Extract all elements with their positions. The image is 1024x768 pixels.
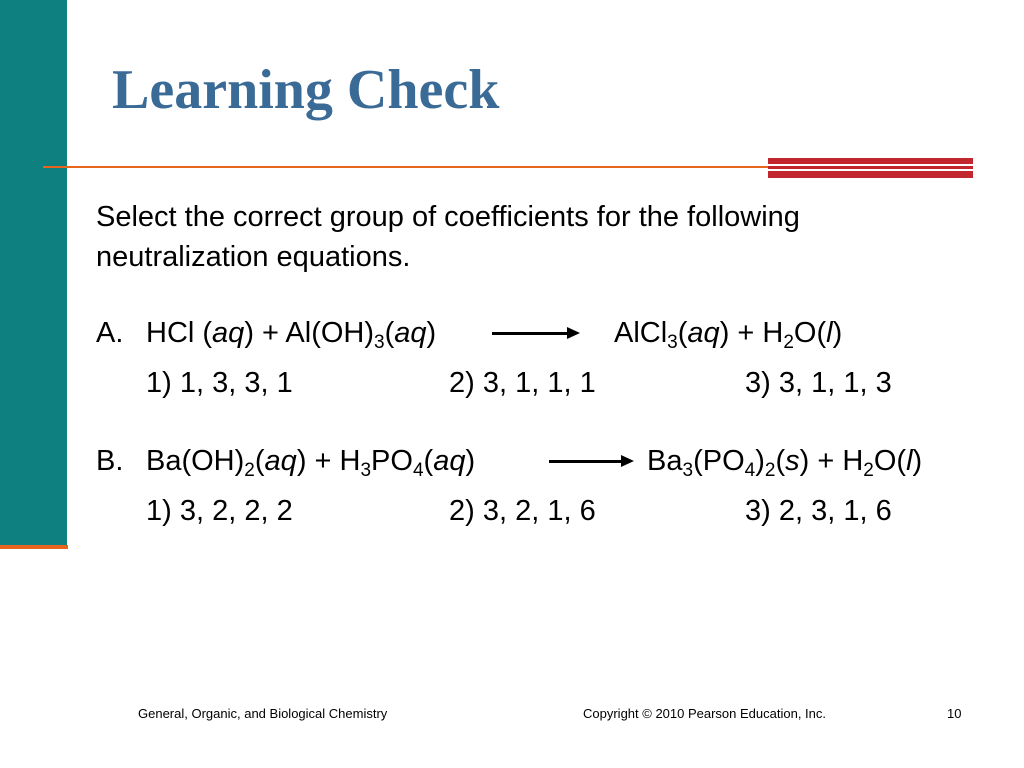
question-a-option-2: 2) 3, 1, 1, 1 (449, 367, 596, 399)
slide-title: Learning Check (112, 59, 500, 121)
equation-b-reactants: $Ba(OH)_2(aq) + H_3PO_4(aq)$ (146, 445, 476, 481)
question-b-option-1: 1) 3, 2, 2, 2 (146, 495, 293, 527)
footer-copyright: Copyright © 2010 Pearson Education, Inc. (583, 706, 827, 721)
instructions-line-1: Select the correct group of coefficients for the following (96, 201, 800, 233)
equation-a-reactants: HCl $(aq) + Al(OH)_3(aq)$ (146, 317, 437, 353)
red-stripe-decoration (768, 158, 973, 178)
question-b-label: B. (96, 445, 124, 477)
question-a-option-1: 1) 1, 3, 3, 1 (146, 367, 293, 399)
footer-course-title: General, Organic, and Biological Chemistry (138, 706, 388, 721)
teal-side-bar (0, 0, 67, 546)
question-a-label: A. (96, 317, 124, 349)
question-a-option-3: 3) 3, 1, 1, 3 (745, 367, 892, 399)
equation-a-products: AlCl$_3$(aq) + $H_2O(l)$ (614, 317, 843, 353)
orange-corner-line (0, 545, 68, 549)
reaction-arrow-b (549, 460, 622, 463)
equation-b-products: $Ba_3(PO_4)_2(s) + H_2O(l)$ (647, 445, 923, 481)
question-b-option-2: 2) 3, 2, 1, 6 (449, 495, 596, 527)
question-b-option-3: 3) 2, 3, 1, 6 (745, 495, 892, 527)
reaction-arrow-a (492, 332, 568, 335)
footer-page-number: 10 (947, 706, 962, 721)
instructions-text (96, 197, 976, 277)
title-divider (43, 166, 773, 168)
instructions-line-2: neutralization equations. (96, 241, 411, 273)
